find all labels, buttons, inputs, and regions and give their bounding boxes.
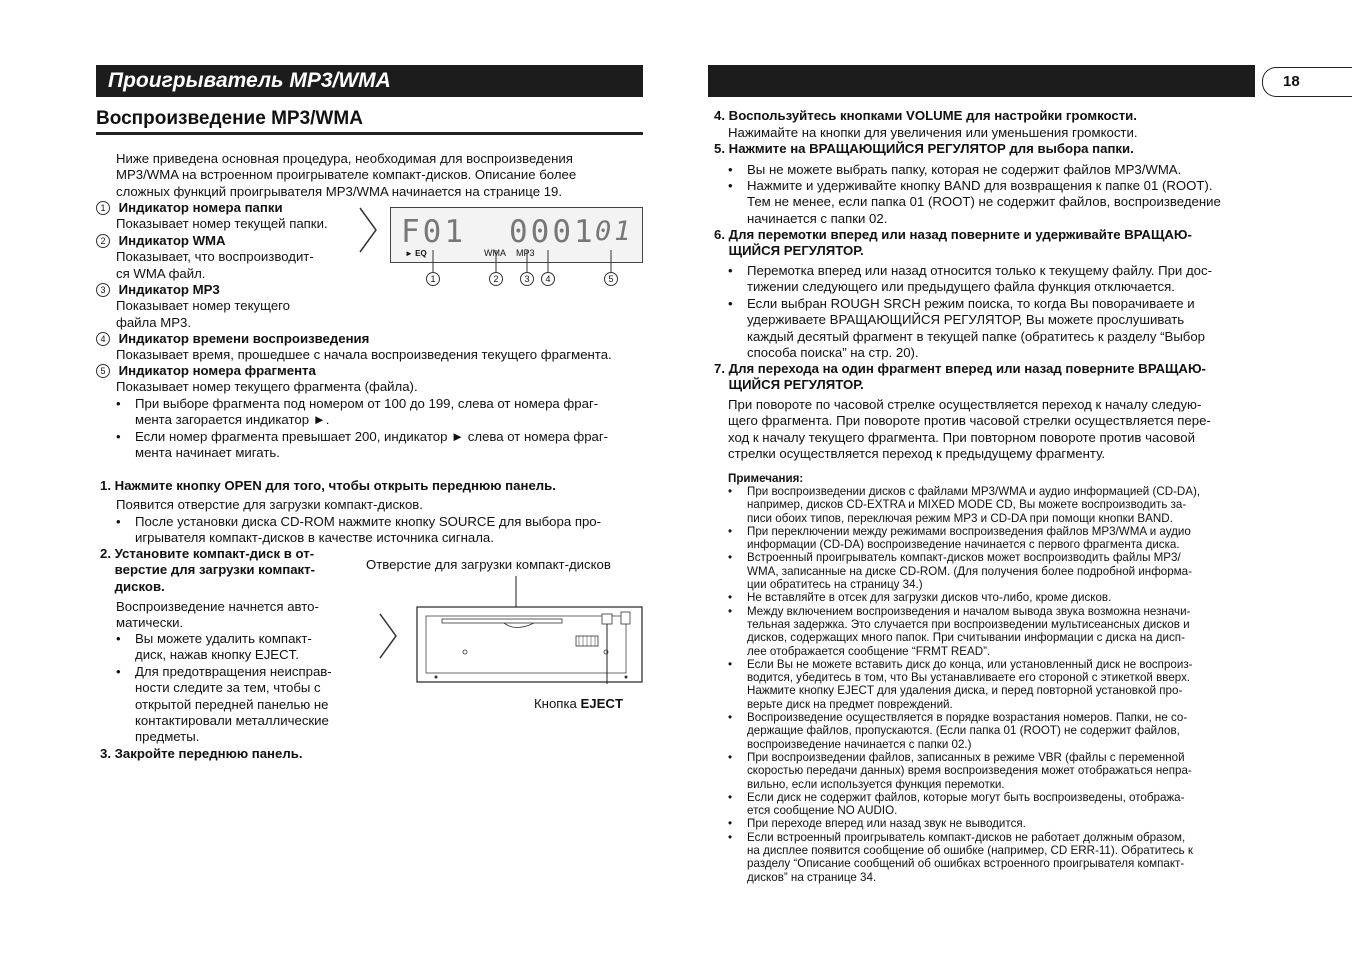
note-10: • При переходе вперед или назад звук не выводится. bbox=[747, 817, 1267, 830]
step-6-bullet-1: • Перемотка вперед или назад относится только к текущему файлу. При дос- тижении следующего или предыдущего файла функция отключается. bbox=[747, 263, 1212, 296]
mp3-label: MP3 bbox=[516, 248, 535, 258]
note-3: • Встроенный проигрыватель компакт-дисков может воспроизводить файлы MP3/ WMA, записанные на диске CD-ROM. (Для получения более подробной информа- ции обратитесь на страницу 34.) bbox=[747, 551, 1267, 591]
step-3-title: 3. Закройте переднюю панель. bbox=[100, 746, 303, 761]
callout-2-icon: 2 bbox=[96, 234, 110, 248]
step-4-body: Нажимайте на кнопки для увеличения или уменьшения громкости. bbox=[728, 125, 1138, 140]
page-number: 18 bbox=[1262, 67, 1352, 97]
step-4-title: 4. Воспользуйтесь кнопками VOLUME для настройки громкости. bbox=[714, 108, 1137, 123]
indicator-4: 4 Индикатор времени воспроизведения Показывает время, прошедшее с начала воспроизведения текущего фрагмента. bbox=[96, 331, 612, 364]
note-1: • При воспроизведении дисков с файлами MP3/WMA и аудио информацией (CD-DA), например, дисков CD-EXTRA и MIXED MODE CD, Вы можете воспроизводить за- писи обоих типов, переключая режим MP3 и CD-DA при помощи кнопки BAND. bbox=[747, 485, 1267, 525]
notes-heading: Примечания: bbox=[728, 472, 804, 485]
callout-5-icon: 5 bbox=[604, 272, 618, 286]
step-2-body: Воспроизведение начнется авто- матически. bbox=[116, 599, 319, 631]
slot-label: Отверстие для загрузки компакт-дисков bbox=[366, 557, 611, 572]
wma-label: WMA bbox=[484, 248, 506, 258]
cd-player-drawing bbox=[416, 576, 644, 684]
right-title-bar bbox=[708, 65, 1255, 97]
time-indicator: 0001 bbox=[509, 214, 596, 250]
intro-text: Ниже приведена основная процедура, необходимая для воспроизведения MP3/WMA на встроенном проигрывателе компакт-дисков. Описание более сложных функций проигрывателя MP3/WMA начинается на странице 19. bbox=[116, 151, 577, 199]
arrow-right-icon bbox=[358, 206, 378, 254]
note-9: • Если диск не содержит файлов, которые могут быть воспроизведены, отобража- ется сообщение NO AUDIO. bbox=[747, 791, 1267, 818]
step-2-bullet-1: • Вы можете удалить компакт- диск, нажав кнопку EJECT. bbox=[135, 631, 312, 664]
step-7-title: 7. Для перехода на один фрагмент вперед или назад поверните ВРАЩАЮ- ЩИЙСЯ РЕГУЛЯТОР. bbox=[714, 361, 1206, 393]
arrow-right-icon bbox=[378, 612, 398, 660]
step-5-bullet-1: • Вы не можете выбрать папку, которая не содержит файлов MP3/WMA. bbox=[747, 162, 1181, 178]
indicator-2: 2 Индикатор WMA Показывает, что воспроизводит- ся WMA файл. bbox=[96, 233, 314, 282]
indicator-1: 1 Индикатор номера папки Показывает номер текущей папки. bbox=[96, 200, 328, 233]
section-rule bbox=[96, 132, 643, 135]
note-7: • Воспроизведение осуществляется в порядке возрастания номеров. Папки, не со- держащие файлов, пропускаются. (Если папка 01 (ROOT) не содержит файлов, воспроизведение начинается с папки 02.) bbox=[747, 711, 1267, 751]
step-5-title: 5. Нажмите на ВРАЩАЮЩИЙСЯ РЕГУЛЯТОР для выбора папки. bbox=[714, 141, 1134, 156]
track-indicator: 01 bbox=[595, 216, 634, 247]
note-8: • При воспроизведении файлов, записанных в режиме VBR (файлы с переменной скоростью передачи данных) время воспроизведения может отображаться непра- вильно, если используется функция перемотки. bbox=[747, 751, 1267, 791]
step-1-bullet: • После установки диска CD-ROM нажмите кнопку SOURCE для выбора про- игрывателя компакт-дисков в качестве источника сигнала. bbox=[135, 514, 601, 547]
step-1-title: 1. Нажмите кнопку OPEN для того, чтобы открыть переднюю панель. bbox=[100, 478, 556, 493]
notes-list bbox=[747, 485, 1267, 884]
step-6-title: 6. Для перемотки вперед или назад поверните и удерживайте ВРАЩАЮ- ЩИЙСЯ РЕГУЛЯТОР. bbox=[714, 227, 1192, 259]
callout-3-icon: 3 bbox=[520, 272, 534, 286]
step-2-bullet-2: • Для предотвращения неисправ- ности следите за тем, чтобы с открытой передней панелью не контактировали металлические предметы. bbox=[135, 664, 332, 745]
note-11: • Если встроенный проигрыватель компакт-дисков не работает должным образом, на дисплее появится сообщение об ошибке (например, CD ERR-11). Обратитесь к разделу “Описание сообщений об ошибках встроенного проигрывателя компакт- дисков” на странице 34. bbox=[747, 831, 1267, 884]
step-5-bullet-2: • Нажмите и удерживайте кнопку BAND для возвращения к папке 01 (ROOT). Тем не менее, если папка 01 (ROOT) не содержит файлов, воспроизведение начинается с папки 02. bbox=[747, 178, 1221, 227]
step-1-body: Появится отверстие для загрузки компакт-дисков. bbox=[116, 497, 423, 512]
callout-3-icon: 3 bbox=[96, 283, 110, 297]
track-bullets: • При выборе фрагмента под номером от 100 до 199, слева от номера фраг- мента загорается индикатор ►. • Если номер фрагмента превышает 200, индикатор ► слева от номера фраг- мента начинает мигать. bbox=[135, 396, 608, 461]
note-2: • При переключении между режимами воспроизведения файлов MP3/WMA и аудио информации (CD-DA) воспроизведение начинается с первого фрагмента диска. bbox=[747, 525, 1267, 552]
chapter-title: Проигрыватель MP3/WMA bbox=[108, 69, 391, 92]
indicator-3: 3 Индикатор MP3 Показывает номер текущего файла MP3. bbox=[96, 282, 290, 331]
left-title-bar bbox=[96, 65, 643, 97]
indicator-5: 5 Индикатор номера фрагмента Показывает номер текущего фрагмента (файла). bbox=[96, 363, 418, 396]
note-4: • Не вставляйте в отсек для загрузки дисков что-либо, кроме дисков. bbox=[747, 591, 1267, 604]
step-6-bullet-2: • Если выбран ROUGH SRCH режим поиска, то когда Вы поворачиваете и удерживаете ВРАЩАЮЩИЙСЯ РЕГУЛЯТОР, Вы можете прослушивать каждый десятый фрагмент в текущей папке (обратитесь к разделу “Выбор способа поиска” на стр. 20). bbox=[747, 296, 1205, 361]
note-5: • Между включением воспроизведения и началом вывода звука возможна незначи- тельная задержка. Это случается при воспроизведении мультисеансных дисков и дисков, содержащих много папок. При считывании информации с диска на дисп- лее отображается сообщение “FRMT READ”. bbox=[747, 605, 1267, 658]
step-7-body: При повороте по часовой стрелке осуществляется переход к началу следую- щего фрагмента. При повороте против часовой стрелки осуществляется пере- ход к началу текущего фрагмента. При повторном повороте против часовой стрелки осуществляется переход к предыдущему фрагменту. bbox=[728, 397, 1211, 461]
section-title: Воспроизведение MP3/WMA bbox=[96, 108, 363, 129]
callout-1-icon: 1 bbox=[426, 272, 440, 286]
lcd-leaders bbox=[390, 250, 641, 274]
callout-2-icon: 2 bbox=[489, 272, 503, 286]
callout-4-icon: 4 bbox=[96, 332, 110, 346]
callout-4-icon: 4 bbox=[541, 272, 555, 286]
folder-indicator: F01 bbox=[401, 214, 466, 250]
eq-label: ► EQ bbox=[405, 249, 427, 258]
note-6: • Если Вы не можете вставить диск до конца, или установленный диск не воспроиз- водится, убедитесь в том, что Вы устанавливаете его стороной с этикеткой вверх. Нажмите кнопку EJECT для удаления диска, и перед повторной установкой про- верьте диск на предмет повреждений. bbox=[747, 658, 1267, 711]
callout-5-icon: 5 bbox=[96, 364, 110, 378]
lcd-callouts bbox=[390, 272, 641, 290]
callout-1-icon: 1 bbox=[96, 201, 110, 215]
eject-label: Кнопка EJECT bbox=[534, 696, 624, 711]
step-2-title: 2. Установите компакт-диск в от- верстие для загрузки компакт- дисков. bbox=[100, 546, 315, 594]
